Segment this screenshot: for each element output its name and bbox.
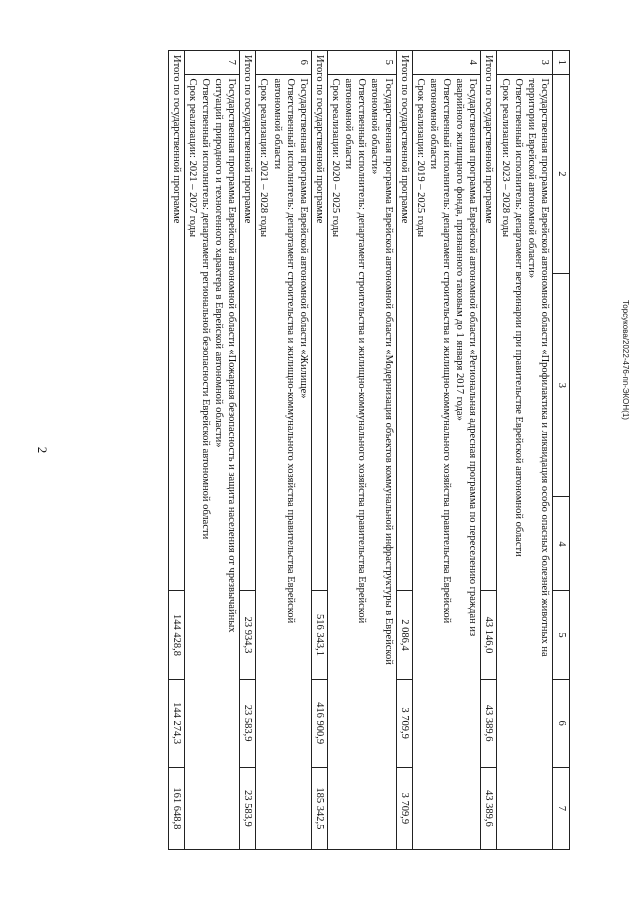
program-row: [412, 51, 481, 850]
program-description-line: Срок реализации: 2021 – 2028 годы: [258, 78, 270, 238]
program-total-row: [168, 51, 184, 850]
program-description: [497, 74, 553, 850]
column-number: 6: [553, 679, 570, 767]
total-value: 144 274,3: [168, 679, 184, 767]
program-description-line: автономной области»: [369, 78, 381, 175]
program-description-line: Государственная программа Еврейской автономной области «Жилище»: [297, 78, 309, 399]
total-value: 43 389,6: [481, 679, 497, 767]
total-value: 23 934,3: [240, 591, 256, 679]
program-row: [497, 51, 553, 850]
total-value: 23 583,9: [240, 679, 256, 767]
total-value: 516 343,1: [311, 591, 327, 679]
program-description-line: Ответственный исполнитель: департамент строительства и жилищно-коммунального хозяйства правительства Еврейской: [441, 78, 453, 624]
program-description-line: Ответственный исполнитель: департамент строительства и жилищно-коммунального хозяйства правительства Еврейской: [356, 78, 368, 624]
program-number: 4: [412, 51, 481, 75]
program-description-line: Срок реализации: 2021 – 2027 годы: [186, 78, 198, 238]
program-description-line: автономной области: [428, 78, 439, 170]
total-value: 23 583,9: [240, 767, 256, 849]
document-code: Торсукова/2022-476-пп-ЭКОН(1): [621, 300, 630, 420]
program-description-line: Ответственный исполнитель: департамент ветеринарии при правительстве Еврейской автономной области: [512, 78, 524, 557]
program-description-line: Ответственный исполнитель: департамент региональной безопасности Еврейской автономной области: [200, 78, 211, 540]
program-description: [184, 74, 240, 850]
program-number: 3: [497, 51, 553, 75]
total-label: Итого по государственной программе: [396, 51, 412, 591]
total-value: 3 709,9: [396, 679, 412, 767]
program-description-line: ситуаций природного и техногенного характера в Еврейской автономной области»: [213, 78, 225, 448]
column-number: 7: [553, 767, 570, 849]
column-number: 2: [553, 74, 570, 274]
program-description: [328, 74, 397, 850]
program-number: 5: [328, 51, 397, 75]
total-label: Итого по государственной программе: [311, 51, 327, 591]
program-row: [256, 51, 312, 850]
program-total-row: [240, 51, 256, 850]
program-total-row: [396, 51, 412, 850]
program-description-line: Ответственный исполнитель: департамент строительства и жилищно-коммунального хозяйства правительства Еврейской: [284, 78, 296, 624]
total-value: 416 900,9: [311, 679, 327, 767]
total-value: 2 086,4: [396, 591, 412, 679]
total-value: 144 428,8: [168, 591, 184, 679]
program-description-line: аварийного жилищного фонда, признанного таковым до 1 января 2017 года»: [454, 78, 466, 421]
program-row: [184, 51, 240, 850]
program-number: 6: [256, 51, 312, 75]
program-description: [412, 74, 481, 850]
total-label: Итого по государственной программе: [240, 51, 256, 591]
total-value: 161 648,8: [168, 767, 184, 849]
total-label: Итого по государственной программе: [481, 51, 497, 591]
program-description-line: автономной области: [271, 78, 283, 170]
program-description-line: Государственная программа Еврейской автономной области «Региональная адресная программа по переселению граждан из: [467, 78, 479, 637]
total-value: 43 146,0: [481, 591, 497, 679]
program-description-line: Срок реализации: 2020 – 2025 годы: [330, 78, 342, 238]
programs-table: [168, 50, 570, 850]
program-description-line: Государственная программа Еврейской автономной области «Профилактика и ликвидация особо опасных болезней животных на: [539, 78, 550, 657]
total-value: 3 709,9: [396, 767, 412, 849]
page-number: 2: [35, 446, 50, 454]
program-number: 7: [184, 51, 240, 75]
total-value: 43 389,6: [481, 767, 497, 849]
column-number: 3: [553, 274, 570, 497]
column-number: 1: [553, 51, 570, 75]
rotated-table-container: [115, 50, 570, 850]
program-total-row: [481, 51, 497, 850]
program-description-line: Срок реализации: 2023 – 2028 годы: [499, 78, 511, 238]
program-description-line: автономной области: [343, 78, 355, 170]
total-value: 185 342,5: [311, 767, 327, 849]
column-number-row: [553, 51, 570, 850]
program-description-line: Срок реализации: 2019 – 2025 годы: [414, 78, 426, 238]
total-label: Итого по государственной программе: [168, 51, 184, 591]
program-description-line: Государственная программа Еврейской автономной области «Модернизация объектов коммунальной инфраструктуры в Еврейской: [382, 78, 394, 665]
program-description-line: Государственная программа Еврейской автономной области «Пожарная безопасность и защита населения от чрезвычайных: [226, 78, 238, 633]
program-description: [256, 74, 312, 850]
program-total-row: [311, 51, 327, 850]
column-number: 5: [553, 591, 570, 679]
program-description-line: территории Еврейской автономной области»: [525, 78, 537, 279]
program-row: [328, 51, 397, 850]
column-number: 4: [553, 497, 570, 591]
